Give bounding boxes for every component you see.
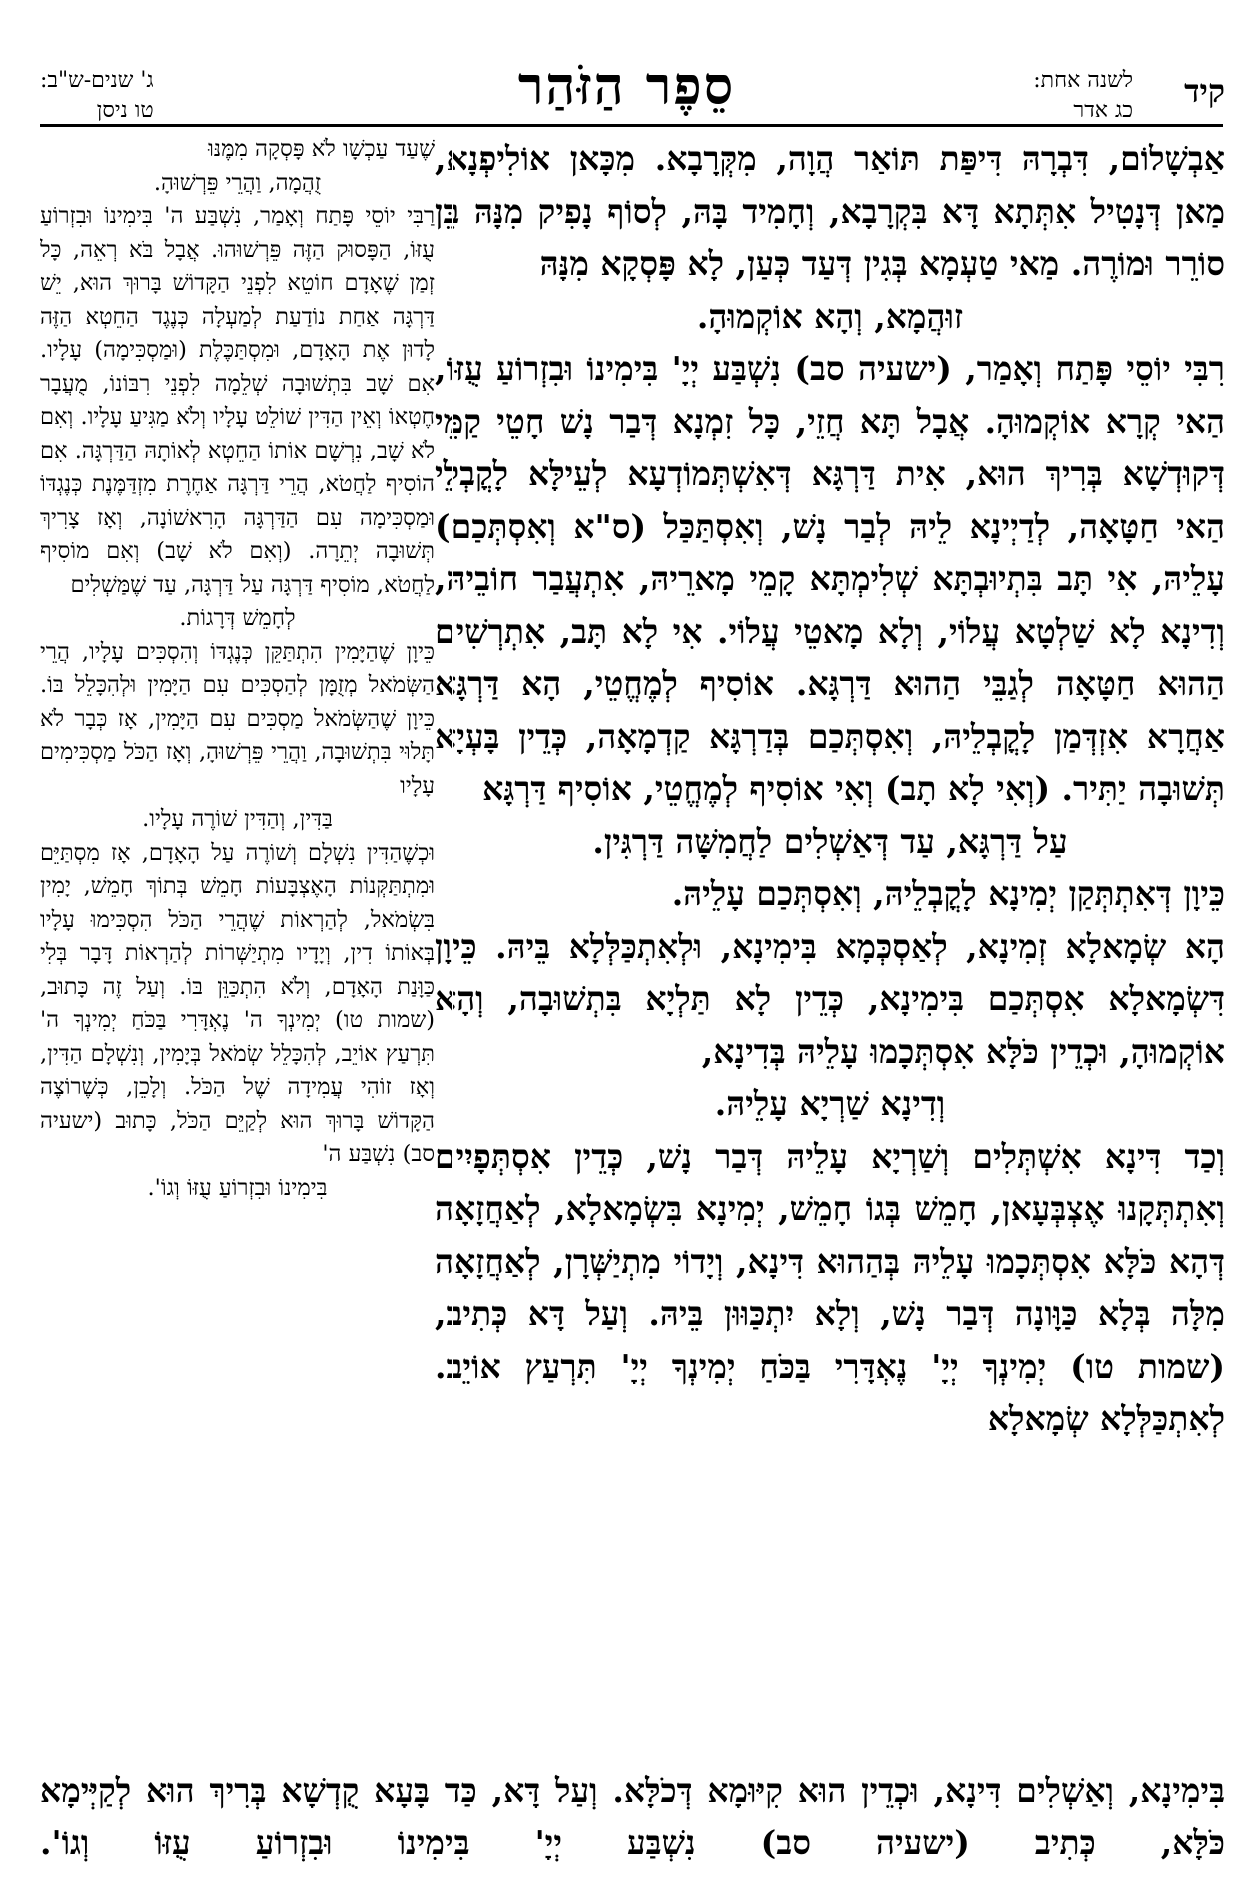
side-paragraph: זֻהֲמָה, וַהֲרֵי פֵּרְשׁוּהָ. bbox=[153, 169, 322, 196]
bottom-paragraph: בִּימִינָא, וְאַשְׁלִים דִּינָא, וּכְדֵין הוּא קִיּוּמָא דְּכֹלָּא. וְעַל דָּא, כַּד בָּעָא קֻדְשָׁא בְּרִיךְ הוּא לְקַיְּימָא כֹּלָּא, כְּתִיב (ישעיה סב) נִשְׁבַּע יְיָ' בִּימִינוֹ וּבִזְרוֹעַ עֻזּוֹ וְגוֹ'. bbox=[40, 1771, 1225, 1862]
main-paragraph: רִבִּי יוֹסֵי פָּתַח וְאָמַר, (ישעיה סב) נִשְׁבַּע יְיָ' בִּימִינוֹ וּבִזְרוֹעַ עֻזּוֹ, הַאי קְרָא אוֹקְמוּהָ. אֲבָל תָּא חֲזֵי, כָּל זִמְנָא דְּבַר נָשׁ חָטֵי קַמֵּי דְּקוּדְשָׁא בְּרִיךְ הוּא, אִית דַּרְגָּא דְּאִשְׁתְּמוֹדְעָא לְעֵילָּא לָקֳבְלֵי הַאי חַטָּאָה, לְדַיְינָא לֵיהּ לְבַר נָשׁ, וְאִסְתַּכַּל (ס"א וְאִסְתְּכַם) עָלֵיהּ, אִי תָּב בִּתְיוּבְתָּא שְׁלִימְתָּא קָמֵי מָארֵיהּ, אִתְעֲבַר חוֹבֵיהּ, וְדִינָא לָא שַׁלְטָא עֲלוֹי, וְלָא מָאטֵי עֲלוֹי. אִי לָא תָּב, אִתְרְשִׁים הַהוּא חַטָּאָה לְגַבֵּי הַהוּא דַּרְגָּא. אוֹסִיף לְמֶחֱטֵי, הָא דַּרְגָּא אַחֲרָא אִזְדְּמַן לָקֳבְלֵיהּ, וְאִסְתְּכַם בְּדַרְגָּא קַדְמָאָה, כְּדֵין בָּעְיָא תְּשׁוּבָה יַתִּיר. (וְאִי לָא תָב) וְאִי אוֹסִיף לְמֶחֱטֵי, אוֹסִיף דַּרְגָּא bbox=[435, 349, 1225, 808]
main-paragraph: וְכַד דִּינָא אִשְׁתְּלִים וְשַׁרְיָא עָלֵיהּ דְּבַר נָשׁ, כְּדֵין אִסְתְּפָיִים וְאִתְתְּקָנוּ אֶצְבְּעָאן, חָמֵשׁ בְּגוֹ חָמֵשׁ, יְמִינָא בִּשְׂמָאלָא, לְאַחֲזָאָה דְּהָא כֹּלָּא אִסְתְּכָמוּ עָלֵיהּ בְּהַהוּא דִּינָא, וְיָדוֹי מִתְיַשְּׁרָן, לְאַחֲזָאָה מִלָּה בְּלָא כַּוָּונָה דְּבַר נָשׁ, וְלָא יִתְכַּוּוּן בֵּיהּ. וְעַל דָּא כְּתִיב, (שמות טו) יְמִינְךָ יְיָ' נֶאְדָּרִי בַּכֹּחַ יְמִינְךָ יְיָ' תִּרְעַץ אוֹיֵב. לְאִתְכַּלְּלָא שְׂמָאלָא bbox=[435, 1136, 1225, 1438]
side-paragraph: וּכְשֶׁהַדִּין נִשְׁלָם וְשׁוֹרֶה עַל הָאָדָם, אָז מִסְתַּיֵּם וּמִתְתַּקְּנוֹת הָאֶצְבָּעוֹת חָמֵשׁ בְּתוֹךְ חָמֵשׁ, יָמִין בִּשְׂמֹאל, לְהַרְאוֹת שֶׁהֲרֵי הַכֹּל הִסְכִּימוּ עָלָיו בְּאוֹתוֹ דִין, וְיָדָיו מִתְיַשְּׁרוֹת לְהַרְאוֹת דָּבָר בְּלִי כַּוָּנַת הָאָדָם, וְלֹא הִתְכַּוֵּן בּוֹ. וְעַל זֶה כָּתוּב, (שמות טו) יְמִינְךָ ה' נֶאְדָּרִי בַּכֹּחַ יְמִינְךָ ה' תִּרְעַץ אוֹיֵב, לְהִכָּלֵל שְׂמֹאל בְּיָמִין, וְנִשְׁלָם הַדִּין, וְאָז זוֹהִי עֲמִידָה שֶׁל הַכֹּל. וְלָכֵן, כְּשֶׁרוֹצֶה הַקָּדוֹשׁ בָּרוּךְ הוּא לְקַיֵּם הַכֹּל, כָּתוּב (ישעיה סב) נִשְׁבַּע ה' bbox=[40, 839, 435, 1167]
side-paragraph: בִּימִינוֹ וּבִזְרוֹעַ עֻזּוֹ וְגוֹ'. bbox=[147, 1174, 328, 1201]
main-paragraph: וְדִינָא שַׁרְיָא עָלֵיהּ. bbox=[714, 1084, 946, 1123]
book-title: סֵפֶר הַזֹּהַר bbox=[517, 56, 736, 117]
schedule-right-line2: כג אדר bbox=[1073, 98, 1133, 123]
schedule-left bbox=[40, 66, 154, 126]
schedule-left-line1: ג' שנים-ש"ב: bbox=[40, 68, 154, 93]
main-paragraph: זוּהֲמָא, וְהָא אוֹקְמוּהָ. bbox=[696, 296, 964, 336]
column-divider bbox=[452, 133, 453, 1763]
schedule-left-line2: טו ניסן bbox=[96, 98, 154, 123]
bottom-full-width-text bbox=[40, 1765, 1225, 1875]
main-paragraph: הָא שְׂמָאלָא זְמִינָא, לְאַסְכְּמָא בִּימִינָא, וּלְאִתְכַּלְּלָא בֵּיהּ. כֵּיוָן דִּשְׂמָאלָא אִסְתְּכַם בִּימִינָא, כְּדֵין לָא תַּלְיָא בִּתְשׁוּבָה, וְהָא אוֹקְמוּהָ, וּכְדֵין כֹּלָּא אִסְתְּכָמוּ עָלֵיהּ בְּדִינָא, bbox=[435, 926, 1225, 1071]
side-paragraph: רַבִּי יוֹסֵי פָּתַח וְאָמַר, נִשְׁבַּע ה' בִּימִינוֹ וּבִזְרוֹעַ עֻזּוֹ, הַפָּסוּק הַזֶּה פֵּרְשׁוּהוּ. אֲבָל בֹּא רְאֵה, כָּל זְמַן שֶׁאָדָם חוֹטֵא לִפְנֵי הַקָּדוֹשׁ בָּרוּךְ הוּא, יֵשׁ דַּרְגָּה אַחַת נוֹדַעַת לְמַעְלָה כְּנֶגֶד הַחֵטְא הַזֶּה לָדוּן אֶת הָאָדָם, וּמִסְתַּכֶּלֶת (וּמַסְכִּימָה) עָלָיו. אִם שָׁב בִּתְשׁוּבָה שְׁלֵמָה לִפְנֵי רִבּוֹנוֹ, מֻעֲבָר חֶטְאוֹ וְאֵין הַדִּין שׁוֹלֵט עָלָיו וְלֹא מַגִּיעַ עָלָיו. וְאִם לֹא שָׁב, נִרְשָׁם אוֹתוֹ הַחֵטְא לְאוֹתָהּ הַדַּרְגָּה. אִם הוֹסִיף לַחֲטֹא, הֲרֵי דַּרְגָּה אַחֶרֶת מִזְדַּמֶּנֶת כְּנֶגְדּוֹ וּמַסְכִּימָה עִם הַדַּרְגָּה הָרִאשׁוֹנָה, וְאָז צָרִיךְ תְּשׁוּבָה יְתֵרָה. (וְאִם לֹא שָׁב) וְאִם מוֹסִיף לַחֲטֹא, מוֹסִיף דַּרְגָּה עַל דַּרְגָּה, עַד שֶׁמַּשְׁלִים bbox=[40, 203, 435, 598]
header-rule bbox=[40, 124, 1223, 127]
side-paragraph: כֵּיוָן שֶׁהַיָּמִין הִתְתַּקֵּן כְּנֶגְדּוֹ וְהִסְכִּים עָלָיו, הֲרֵי הַשְּׂמֹאל מְזֻמָּן לְהַסְכִּים עִם הַיָּמִין וּלְהִכָּלֵל בּוֹ. כֵּיוָן שֶׁהַשְּׂמֹאל מַסְכִּים עִם הַיָּמִין, אָז כְּבָר לֹא תָּלוּי בִּתְשׁוּבָה, וַהֲרֵי פֵּרְשׁוּהָ, וְאָז הַכֹּל מַסְכִּימִים עָלָיו bbox=[40, 638, 435, 799]
schedule-right-line1: לשנה אחת: bbox=[1033, 68, 1133, 93]
side-paragraph: שֶׁעַד עַכְשָׁו לֹא פָּסְקָה מִמֶּנּוּ bbox=[208, 136, 435, 162]
page-header bbox=[0, 0, 1253, 125]
page-number: קיד bbox=[1184, 72, 1225, 110]
aramaic-text-column bbox=[435, 133, 1225, 1713]
side-paragraph: בַּדִּין, וְהַדִּין שׁוֹרֶה עָלָיו. bbox=[142, 806, 333, 832]
main-paragraph: עַל דַּרְגָּא, עַד דְּאַשְׁלִים לַחֲמִשָּׁה דַּרְגִּין. bbox=[592, 821, 1068, 861]
main-paragraph: כֵּיוָן דְּאִתְתְּקַן יְמִינָא לָקֳבְלֵיהּ, וְאִסְתְּכַם עָלֵיהּ. bbox=[671, 874, 1225, 913]
side-paragraph: לְחָמֵשׁ דְּרָגוֹת. bbox=[179, 605, 296, 631]
main-paragraph: אַבְשָׁלוֹם, דִּבְרָהּ דִּיפַּת תּוֹאַר הֲוָה, מִקְּרָבָא. מִכָּאן אוֹלִיפְנָא, מַאן דְּנָטִיל אִתְּתָא דָּא בִּקְרָבָא, וְחָמִיד בָּהּ, לְסוֹף נָפִיק מִנָּהּ בֵּן סוֹרֵר וּמוֹרֶה. מַאי טַעְמָא בְּגִין דְּעַד כְּעַן, לָא פָּסְקָא מִנָּהּ bbox=[435, 139, 1225, 283]
hebrew-translation-column bbox=[40, 133, 435, 1773]
